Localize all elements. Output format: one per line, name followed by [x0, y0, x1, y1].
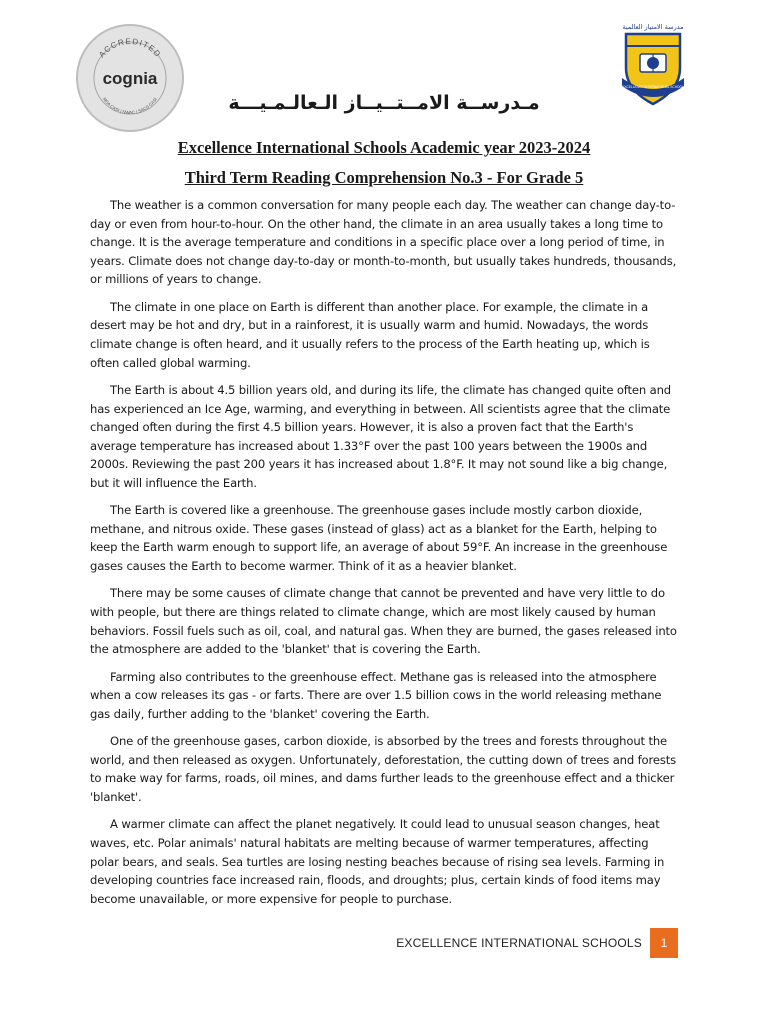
cognia-top-text: ACCREDITED — [97, 36, 163, 60]
crest-arabic-text: مدرسة الامتياز العالمية — [622, 23, 684, 31]
paragraph: The Earth is about 4.5 billion years old, and during its life, the climate has changed quite often and has experienced an Ice Age, warming, and everything in between. All scientists agree that the climate changed often during the first 4.5 billion years. However, it is also a proven fact that the Earth's average temperature has increased about 1.33°F over the past 100 years between the 1900s and 2000s. Reviewing the past 200 years it has increased about 1.8°F. It may not sound like a big change, but it will influence the Earth. — [90, 382, 672, 490]
paragraph: The weather is a common conversation for many people each day. The weather can change day-to-day or even from hour-to-hour. On the other hand, the climate in an area usually takes a long time to change. It is the average temperature and conditions in a specific place over a long period of time, in years. Climate does not change day-to-day or month-to-month, but usually takes hundreds, thousands, or millions of years to change. — [90, 198, 677, 287]
footer-school-name: EXCELLENCE INTERNATIONAL SCHOOLS — [396, 936, 642, 950]
crest-english-text: EXCELLENCE INTERNATIONAL SCHOOL — [622, 85, 684, 89]
subtitle-text: Third Term Reading Comprehension No.3 - For Grade 5 — [184, 168, 584, 187]
crest-graphic — [612, 20, 694, 110]
document-title: Excellence International Schools Academic year 2023-2024 — [177, 138, 591, 157]
school-crest-logo — [612, 20, 694, 110]
paragraph: A warmer climate can affect the planet negatively. It could lead to unusual season changes, heat waves, etc. Polar animals' natural habitats are melting because of warmer temperatures, affecting polar bears, and seals. Sea turtles are losing nesting beaches because of rising sea levels. Farming in developing countries face increased rain, floods, and droughts; plus, certain kinds of food items may become unavailable, or more expensive for people to purchase. — [90, 817, 665, 906]
reading-passage — [90, 196, 680, 917]
page-number-badge: 1 — [650, 928, 678, 958]
cognia-brand-text: cognia — [102, 69, 158, 88]
paragraph: Farming also contributes to the greenhouse effect. Methane gas is released into the atmosphere when a cow releases its gas - or farts. There are over 1.5 billion cows in the world releasing methane gas daily, further adding to the 'blanket' covering the Earth. — [90, 669, 662, 721]
arabic-school-name: مـدرســة الامــتــيــاز الـعالـمـيـــة — [228, 92, 540, 114]
cognia-accreditation-logo — [76, 24, 184, 132]
cognia-badge-graphic — [78, 26, 182, 130]
cognia-bottom-text: MSA CASI | NWAC | SACS CASI — [101, 96, 159, 116]
document-subtitle — [0, 168, 768, 188]
paragraph: The Earth is covered like a greenhouse. The greenhouse gases include mostly carbon dioxide, methane, and nitrous oxide. These gases (instead of glass) act as a blanket for the Earth, helping to keep the Earth warm enough to support life, an average of about 59°F. An increase in the greenhouse gases causes the Earth to become warmer. Think of it as a heavier blanket. — [90, 503, 668, 574]
paragraph: One of the greenhouse gases, carbon dioxide, is absorbed by the trees and forests throughout the world, and then released as oxygen. Unfortunately, deforestation, the cutting down of trees and forests to make way for farms, roads, oil mines, and dams further leads to the greenhouse effect and a thicker 'blanket'. — [90, 734, 677, 804]
paragraph: There may be some causes of climate change that cannot be prevented and have very little to do with people, but there are things related to climate change, which are most likely caused by human behaviors. Fossil fuels such as oil, coal, and natural gas. When they are burned, the gases released into the atmosphere are added to the 'blanket' that is covering the Earth. — [90, 586, 677, 657]
page-footer — [0, 928, 768, 958]
paragraph: The climate in one place on Earth is different than another place. For example, the climate in a desert may be hot and dry, but in a rainforest, it is usually warm and humid. Nowadays, the words climate change is often heard, and it usually refers to the process of the Earth heating up, which is often called global warming. — [90, 299, 650, 370]
crest-globe-icon — [647, 57, 659, 69]
